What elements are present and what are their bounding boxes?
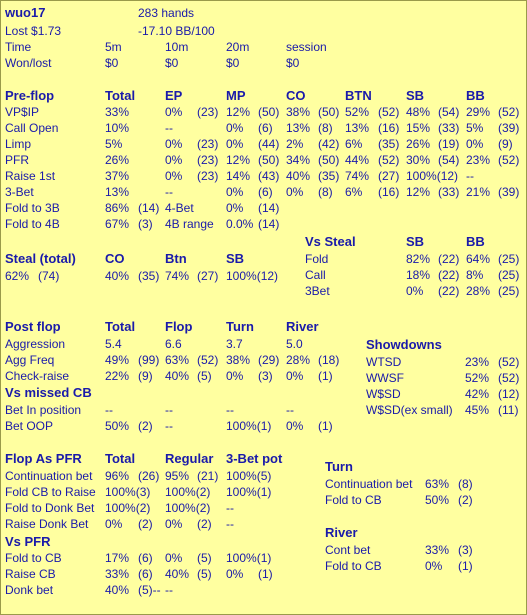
preflop-row-mp_n: (43) xyxy=(258,169,280,183)
aggression-total: 5.4 xyxy=(105,337,122,351)
steal-title: Steal (total) xyxy=(5,251,76,266)
preflop-row-ep_n: (23) xyxy=(197,169,219,183)
showdown-row-val: 23% xyxy=(465,355,490,369)
preflop-row-sb_n: (54) xyxy=(438,153,460,167)
preflop-row-label: Raise 1st xyxy=(5,169,56,183)
flop-pfr-row-reg: 0% xyxy=(165,517,183,531)
turn-row-label: Fold to CB xyxy=(325,493,382,507)
agg-freq-label: Agg Freq xyxy=(5,353,55,367)
turn-row-val: 63% xyxy=(425,477,450,491)
vs-pfr-row-reg: 0% xyxy=(165,551,183,565)
bet-oop-river: 0% xyxy=(286,419,304,433)
river-title: River xyxy=(325,525,358,540)
preflop-row-co_n: (50) xyxy=(318,105,340,119)
preflop-row-btn: 13% xyxy=(345,121,370,135)
preflop-row-ep_n: (23) xyxy=(197,105,219,119)
flop-pfr-row-label: Fold CB to Raise xyxy=(5,485,96,499)
flop-pfr-row-tb: 100%(1) xyxy=(226,485,272,499)
preflop-row-mp: 12% xyxy=(226,105,251,119)
vs-steal-row-label: Fold xyxy=(305,252,329,266)
preflop-row-total: 13% xyxy=(105,185,130,199)
preflop-row-label: PFR xyxy=(5,153,29,167)
preflop-row-bb: 0% xyxy=(466,137,484,151)
flop-pfr-row-total: 96% xyxy=(105,469,130,483)
check-raise-flop: 40% xyxy=(165,369,190,383)
preflop-row-bb: 21% xyxy=(466,185,491,199)
check-raise-total: 22% xyxy=(105,369,130,383)
vs-steal-row-bb_n: (25) xyxy=(498,252,520,266)
preflop-row-mp: 0% xyxy=(226,137,244,151)
hands-count: 283 hands xyxy=(138,6,195,20)
preflop-row-mp: 0% xyxy=(226,185,244,199)
flop-pfr-row-total: 0% xyxy=(105,517,123,531)
fold-to-3b-label: Fold to 3B xyxy=(5,201,60,215)
vs-pfr-row-label: Donk bet xyxy=(5,583,54,597)
preflop-row-ep: -- xyxy=(165,185,173,199)
lost-amount: Lost $1.73 xyxy=(5,24,62,38)
preflop-col-bb: BB xyxy=(466,88,485,103)
bb-per-100: -17.10 BB/100 xyxy=(138,24,215,38)
flop-pfr-row-label: Fold to Donk Bet xyxy=(5,501,95,515)
preflop-row-mp: 14% xyxy=(226,169,251,183)
turn-row-n: (2) xyxy=(458,493,473,507)
fold-to-3b-count: (14) xyxy=(138,201,160,215)
vs-pfr-row-tb_n: (1) xyxy=(258,567,273,581)
preflop-row-co_n: (50) xyxy=(318,153,340,167)
preflop-row-btn: 74% xyxy=(345,169,370,183)
bet-oop-flop: -- xyxy=(165,419,173,433)
aggression-river: 5.0 xyxy=(286,337,303,351)
vs-steal-row-bb: 8% xyxy=(466,268,484,282)
preflop-row-total: 26% xyxy=(105,153,130,167)
showdown-row-n: (12) xyxy=(498,387,520,401)
bet-in-position-river: -- xyxy=(286,403,294,417)
preflop-row-co_n: (8) xyxy=(318,185,333,199)
preflop-row-sb_n: (33) xyxy=(438,185,460,199)
steal-co-count: (35) xyxy=(138,269,160,283)
preflop-row-total: 5% xyxy=(105,137,123,151)
vs-steal-row-bb: 28% xyxy=(466,284,491,298)
vs-steal-row-sb_n: (22) xyxy=(438,284,460,298)
preflop-row-ep: 0% xyxy=(165,153,183,167)
check-raise-turn-count: (3) xyxy=(258,369,273,383)
check-raise-total-count: (9) xyxy=(138,369,153,383)
preflop-row-total: 33% xyxy=(105,105,130,119)
flop-pfr-row-label: Continuation bet xyxy=(5,469,93,483)
bet-oop-label: Bet OOP xyxy=(5,419,54,433)
river-row-val: 0% xyxy=(425,559,443,573)
preflop-row-bb_n: (39) xyxy=(498,185,520,199)
bet-oop-river-count: (1) xyxy=(318,419,333,433)
time-col-session: session xyxy=(286,40,327,54)
flop-pfr-row-total: 100%(2) xyxy=(105,501,151,515)
time-col-5m: 5m xyxy=(105,40,122,54)
steal-sb-value: 100%(12) xyxy=(226,269,279,283)
preflop-row-bb_n: (52) xyxy=(498,105,520,119)
flop-pfr-row-total_n: (2) xyxy=(138,517,153,531)
preflop-row-btn: 44% xyxy=(345,153,370,167)
4bet-count: (14) xyxy=(258,201,280,215)
preflop-row-label: Call Open xyxy=(5,121,59,135)
fold-to-3b-value: 86% xyxy=(105,201,130,215)
vs-pfr-row-total: 33% xyxy=(105,567,130,581)
vs-pfr-row-reg_n: (5) xyxy=(197,567,212,581)
vs-missed-cb-title: Vs missed CB xyxy=(5,385,92,400)
wonlost-label: Won/lost xyxy=(5,56,52,70)
preflop-row-co_n: (8) xyxy=(318,121,333,135)
preflop-row-sb: 100%(12) xyxy=(406,169,459,183)
vs-pfr-row-total_n: (6) xyxy=(138,567,153,581)
fold-to-4b-value: 67% xyxy=(105,217,130,231)
vs-steal-row-bb: 64% xyxy=(466,252,491,266)
vs-steal-row-bb_n: (25) xyxy=(498,284,520,298)
vs-steal-row-sb_n: (22) xyxy=(438,268,460,282)
vs-steal-title: Vs Steal xyxy=(305,234,356,249)
fold-to-4b-label: Fold to 4B xyxy=(5,217,60,231)
preflop-col-mp: MP xyxy=(226,88,246,103)
won-5m: $0 xyxy=(105,56,119,70)
preflop-col-total: Total xyxy=(105,88,136,103)
bet-oop-total-count: (2) xyxy=(138,419,153,433)
check-raise-flop-count: (5) xyxy=(197,369,212,383)
flop-pfr-row-reg: 95% xyxy=(165,469,190,483)
river-row-val: 33% xyxy=(425,543,450,557)
bet-oop-total: 50% xyxy=(105,419,130,433)
preflop-row-btn_n: (52) xyxy=(378,105,400,119)
vs-pfr-title: Vs PFR xyxy=(5,534,51,549)
preflop-row-bb: 5% xyxy=(466,121,484,135)
steal-btn-value: 74% xyxy=(165,269,190,283)
preflop-row-co: 38% xyxy=(286,105,311,119)
vs-pfr-row-label: Fold to CB xyxy=(5,551,62,565)
showdown-row-label: W$SD(ex small) xyxy=(366,403,453,417)
preflop-row-bb_n: (52) xyxy=(498,153,520,167)
check-raise-turn: 0% xyxy=(226,369,244,383)
flop-pfr-row-reg: 100%(2) xyxy=(165,485,211,499)
vs-pfr-row-tb: 100%(1) xyxy=(226,551,272,565)
turn-row-n: (8) xyxy=(458,477,473,491)
preflop-row-co: 0% xyxy=(286,185,304,199)
agg-freq-flop-count: (52) xyxy=(197,353,219,367)
4b-range-label: 4B range xyxy=(165,217,214,231)
preflop-row-btn_n: (52) xyxy=(378,153,400,167)
river-row-label: Cont bet xyxy=(325,543,371,557)
flop-pfr-col-3bet-pot: 3-Bet pot xyxy=(226,451,283,466)
preflop-row-ep: 0% xyxy=(165,169,183,183)
vs-pfr-row-reg: 40% xyxy=(165,567,190,581)
bet-in-position-turn: -- xyxy=(226,403,234,417)
preflop-row-btn_n: (16) xyxy=(378,121,400,135)
flop-pfr-row-reg: 100%(2) xyxy=(165,501,211,515)
postflop-col-flop: Flop xyxy=(165,319,193,334)
steal-col-co: CO xyxy=(105,251,125,266)
vs-pfr-row-total: 40% xyxy=(105,583,130,597)
check-raise-river: 0% xyxy=(286,369,304,383)
preflop-row-sb: 12% xyxy=(406,185,431,199)
flop-as-pfr-title: Flop As PFR xyxy=(5,451,82,466)
vs-steal-row-sb: 18% xyxy=(406,268,431,282)
river-row-label: Fold to CB xyxy=(325,559,382,573)
4bet-label: 4-Bet xyxy=(165,201,194,215)
turn-row-label: Continuation bet xyxy=(325,477,413,491)
steal-co-value: 40% xyxy=(105,269,130,283)
preflop-row-ep: 0% xyxy=(165,105,183,119)
preflop-row-btn_n: (27) xyxy=(378,169,400,183)
won-10m: $0 xyxy=(165,56,179,70)
showdown-row-val: 52% xyxy=(465,371,490,385)
postflop-col-river: River xyxy=(286,319,319,334)
time-col-20m: 20m xyxy=(226,40,250,54)
4b-range-count: (14) xyxy=(258,217,280,231)
preflop-row-sb_n: (33) xyxy=(438,121,460,135)
preflop-row-co: 40% xyxy=(286,169,311,183)
postflop-title: Post flop xyxy=(5,319,61,334)
steal-total-count: (74) xyxy=(38,269,60,283)
showdown-row-val: 42% xyxy=(465,387,490,401)
flop-pfr-row-label: Raise Donk Bet xyxy=(5,517,89,531)
flop-pfr-row-reg_n: (21) xyxy=(197,469,219,483)
bet-oop-turn: 100%(1) xyxy=(226,419,272,433)
preflop-row-mp: 12% xyxy=(226,153,251,167)
vs-pfr-row-reg: -- xyxy=(165,583,173,597)
agg-freq-river-count: (18) xyxy=(318,353,340,367)
preflop-row-label: 3-Bet xyxy=(5,185,34,199)
steal-total-value: 62% xyxy=(5,269,30,283)
preflop-row-mp_n: (6) xyxy=(258,185,273,199)
preflop-row-bb: -- xyxy=(466,169,474,183)
showdown-row-val: 45% xyxy=(465,403,490,417)
flop-pfr-col-total: Total xyxy=(105,451,136,466)
showdowns-title: Showdowns xyxy=(366,337,442,352)
showdown-row-n: (52) xyxy=(498,371,520,385)
vs-steal-row-sb: 82% xyxy=(406,252,431,266)
vs-pfr-row-label: Raise CB xyxy=(5,567,56,581)
vs-steal-col-sb: SB xyxy=(406,234,425,249)
preflop-row-ep: 0% xyxy=(165,137,183,151)
player-name: wuo17 xyxy=(5,5,46,20)
preflop-col-ep: EP xyxy=(165,88,183,103)
showdown-row-label: WWSF xyxy=(366,371,404,385)
preflop-row-sb: 30% xyxy=(406,153,431,167)
preflop-row-btn: 6% xyxy=(345,137,363,151)
preflop-col-co: CO xyxy=(286,88,306,103)
preflop-row-sb_n: (19) xyxy=(438,137,460,151)
check-raise-label: Check-raise xyxy=(5,369,70,383)
preflop-row-sb_n: (54) xyxy=(438,105,460,119)
preflop-row-ep_n: (23) xyxy=(197,153,219,167)
agg-freq-river: 28% xyxy=(286,353,311,367)
preflop-row-label: Limp xyxy=(5,137,32,151)
preflop-row-co_n: (42) xyxy=(318,137,340,151)
vs-steal-row-label: Call xyxy=(305,268,326,282)
4bet-value: 0% xyxy=(226,201,244,215)
flop-pfr-row-tb: 100%(5) xyxy=(226,469,272,483)
showdown-row-n: (52) xyxy=(498,355,520,369)
aggression-flop: 6.6 xyxy=(165,337,182,351)
steal-btn-count: (27) xyxy=(197,269,219,283)
bet-in-position-flop: -- xyxy=(165,403,173,417)
aggression-label: Aggression xyxy=(5,337,66,351)
time-label: Time xyxy=(5,40,32,54)
fold-to-4b-count: (3) xyxy=(138,217,153,231)
vs-steal-col-bb: BB xyxy=(466,234,485,249)
vs-steal-row-sb_n: (22) xyxy=(438,252,460,266)
showdown-row-label: W$SD xyxy=(366,387,401,401)
steal-col-btn: Btn xyxy=(165,251,187,266)
preflop-row-co_n: (35) xyxy=(318,169,340,183)
postflop-col-total: Total xyxy=(105,319,136,334)
vs-pfr-row-total: 17% xyxy=(105,551,130,565)
preflop-row-mp_n: (6) xyxy=(258,121,273,135)
time-col-10m: 10m xyxy=(165,40,189,54)
flop-pfr-row-total: 100%(3) xyxy=(105,485,151,499)
vs-pfr-row-tb: 0% xyxy=(226,567,244,581)
aggression-turn: 3.7 xyxy=(226,337,243,351)
preflop-row-mp_n: (50) xyxy=(258,105,280,119)
flop-pfr-row-total_n: (26) xyxy=(138,469,160,483)
flop-pfr-row-reg_n: (2) xyxy=(197,517,212,531)
preflop-row-bb_n: (39) xyxy=(498,121,520,135)
preflop-row-co: 13% xyxy=(286,121,311,135)
vs-steal-row-bb_n: (25) xyxy=(498,268,520,282)
preflop-col-sb: SB xyxy=(406,88,425,103)
flop-pfr-col-regular: Regular xyxy=(165,451,214,466)
preflop-row-sb: 26% xyxy=(406,137,431,151)
postflop-col-turn: Turn xyxy=(226,319,254,334)
preflop-row-bb: 29% xyxy=(466,105,491,119)
preflop-title: Pre-flop xyxy=(5,88,55,103)
preflop-row-bb: 23% xyxy=(466,153,491,167)
4b-range-value: 0.0% xyxy=(226,217,254,231)
preflop-row-btn: 6% xyxy=(345,185,363,199)
turn-row-val: 50% xyxy=(425,493,450,507)
preflop-col-btn: BTN xyxy=(345,88,372,103)
preflop-row-co: 2% xyxy=(286,137,304,151)
won-20m: $0 xyxy=(226,56,240,70)
preflop-row-ep: -- xyxy=(165,121,173,135)
flop-pfr-row-tb: -- xyxy=(226,501,234,515)
steal-col-sb: SB xyxy=(226,251,245,266)
agg-freq-flop: 63% xyxy=(165,353,190,367)
preflop-row-total: 37% xyxy=(105,169,130,183)
flop-pfr-row-tb: -- xyxy=(226,517,234,531)
showdown-row-label: WTSD xyxy=(366,355,402,369)
showdown-row-n: (11) xyxy=(498,403,519,417)
preflop-row-btn_n: (16) xyxy=(378,185,400,199)
preflop-row-mp_n: (44) xyxy=(258,137,280,151)
agg-freq-total-count: (99) xyxy=(138,353,160,367)
preflop-row-mp_n: (50) xyxy=(258,153,280,167)
preflop-row-mp: 0% xyxy=(226,121,244,135)
turn-title: Turn xyxy=(325,459,353,474)
preflop-row-sb: 15% xyxy=(406,121,431,135)
preflop-row-btn: 52% xyxy=(345,105,370,119)
preflop-row-bb_n: (9) xyxy=(498,137,513,151)
check-raise-river-count: (1) xyxy=(318,369,333,383)
agg-freq-total: 49% xyxy=(105,353,130,367)
bet-in-position-label: Bet In position xyxy=(5,403,82,417)
preflop-row-label: VP$IP xyxy=(5,105,40,119)
vs-pfr-row-total_n: (6) xyxy=(138,551,153,565)
vs-pfr-row-total_n: (5)-- xyxy=(138,583,161,597)
vs-steal-row-label: 3Bet xyxy=(305,284,330,298)
preflop-row-btn_n: (35) xyxy=(378,137,400,151)
river-row-n: (1) xyxy=(458,559,473,573)
river-row-n: (3) xyxy=(458,543,473,557)
vs-pfr-row-reg_n: (5) xyxy=(197,551,212,565)
agg-freq-turn: 38% xyxy=(226,353,251,367)
preflop-row-co: 34% xyxy=(286,153,311,167)
preflop-row-total: 10% xyxy=(105,121,130,135)
agg-freq-turn-count: (29) xyxy=(258,353,280,367)
bet-in-position-total: -- xyxy=(105,403,113,417)
preflop-row-ep_n: (23) xyxy=(197,137,219,151)
preflop-row-sb: 48% xyxy=(406,105,431,119)
won-session: $0 xyxy=(286,56,300,70)
vs-steal-row-sb: 0% xyxy=(406,284,424,298)
